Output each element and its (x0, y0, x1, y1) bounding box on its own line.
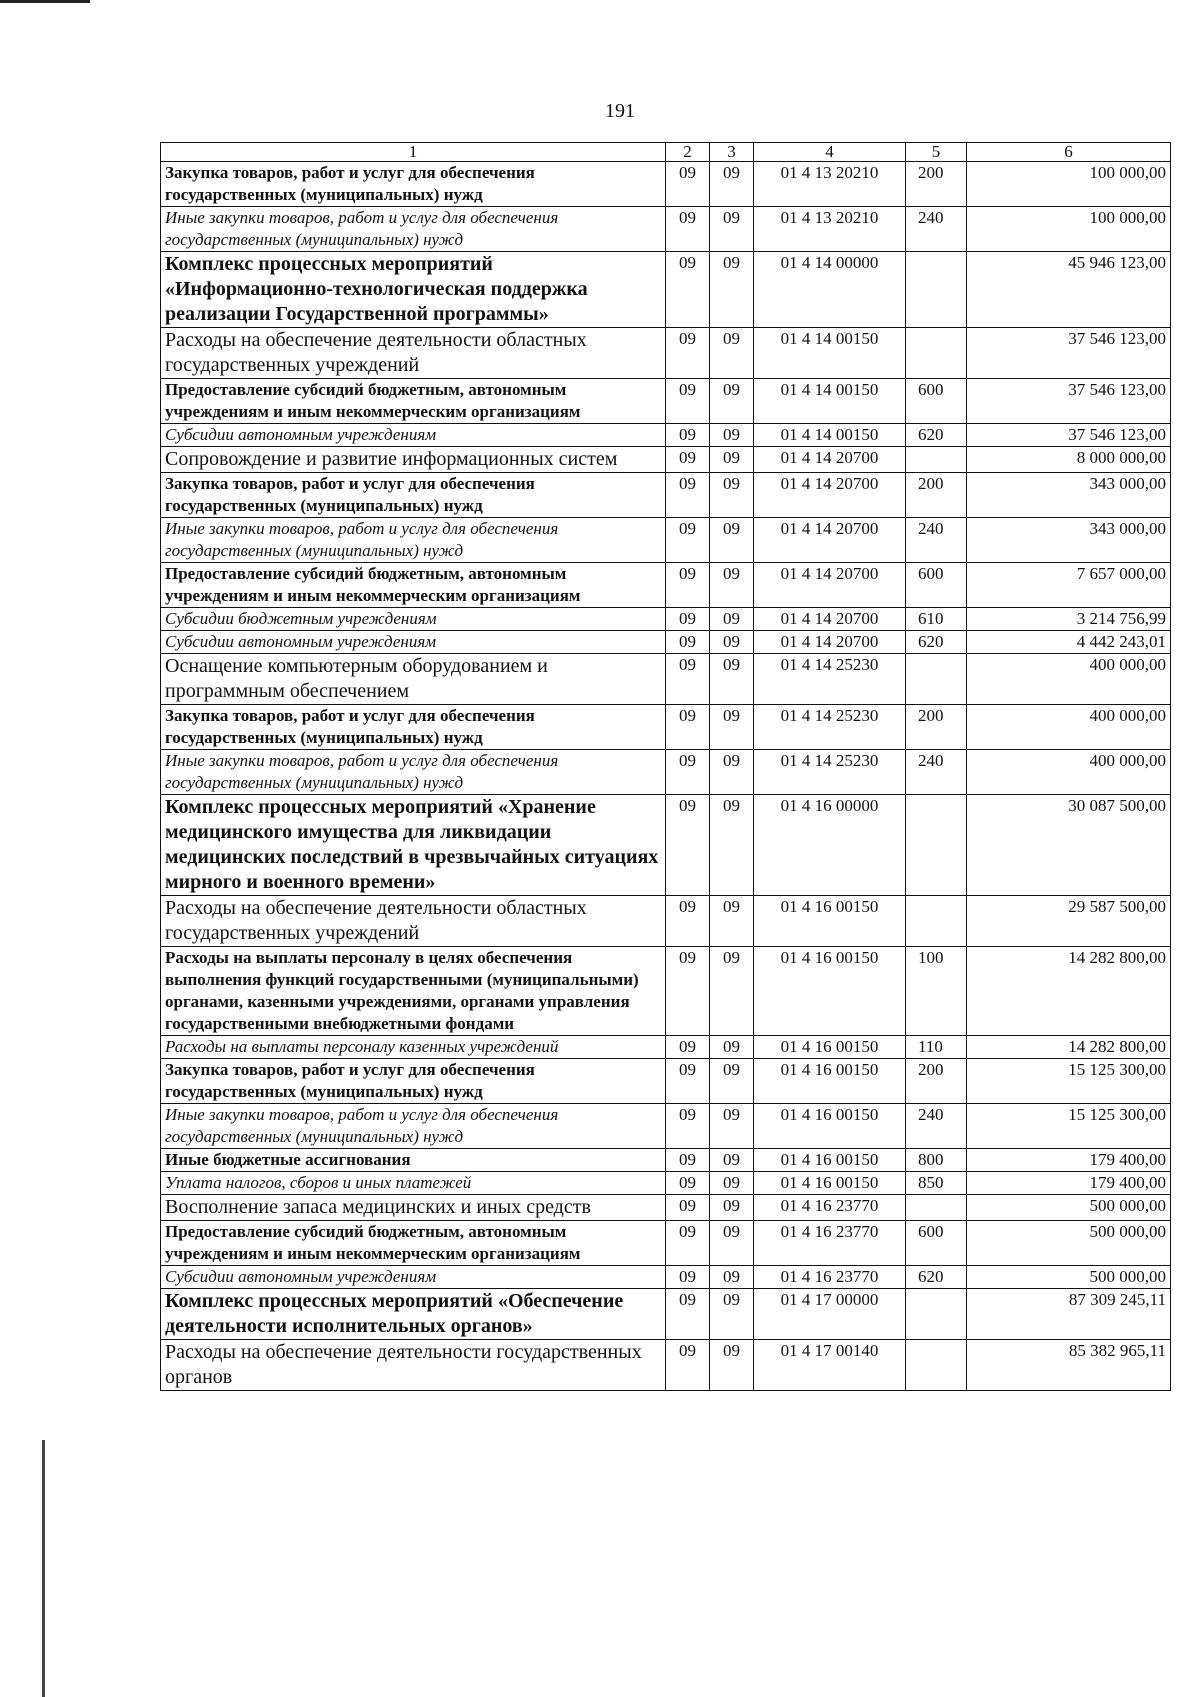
table-row (161, 563, 1171, 608)
table-row (161, 473, 1171, 518)
row-amount-cell: 30 087 500,00 (967, 795, 1171, 896)
row-name-cell: Расходы на выплаты персоналу казенных учреждений (161, 1036, 666, 1059)
table-row (161, 1195, 1171, 1221)
row-target-article-cell: 01 4 17 00140 (754, 1340, 906, 1391)
row-amount-cell: 8 000 000,00 (967, 447, 1171, 473)
table-row (161, 424, 1171, 447)
row-section-cell: 09 (666, 1195, 710, 1221)
row-subsection-cell: 09 (710, 608, 754, 631)
row-section-cell: 09 (666, 705, 710, 750)
row-target-article-cell: 01 4 14 25230 (754, 654, 906, 705)
row-amount-cell: 500 000,00 (967, 1221, 1171, 1266)
row-name-cell: Субсидии автономным учреждениям (161, 1266, 666, 1289)
row-expense-type-cell: 240 (906, 207, 967, 252)
row-subsection-cell: 09 (710, 654, 754, 705)
row-subsection-cell: 09 (710, 1340, 754, 1391)
table-row (161, 705, 1171, 750)
header-cell: 5 (906, 143, 967, 162)
row-amount-cell: 15 125 300,00 (967, 1059, 1171, 1104)
row-target-article-cell: 01 4 14 00150 (754, 328, 906, 379)
header-cell: 1 (161, 143, 666, 162)
row-subsection-cell: 09 (710, 631, 754, 654)
row-section-cell: 09 (666, 1266, 710, 1289)
row-subsection-cell: 09 (710, 795, 754, 896)
table-row (161, 1172, 1171, 1195)
row-subsection-cell: 09 (710, 1149, 754, 1172)
row-target-article-cell: 01 4 14 20700 (754, 447, 906, 473)
table-row (161, 1289, 1171, 1340)
row-amount-cell: 15 125 300,00 (967, 1104, 1171, 1149)
row-target-article-cell: 01 4 16 00150 (754, 1149, 906, 1172)
row-target-article-cell: 01 4 14 00150 (754, 379, 906, 424)
row-amount-cell: 37 546 123,00 (967, 328, 1171, 379)
row-target-article-cell: 01 4 16 00150 (754, 1036, 906, 1059)
header-cell: 4 (754, 143, 906, 162)
row-name-cell: Комплекс процессных мероприятий «Обеспечение деятельности исполнительных органов» (161, 1289, 666, 1340)
row-section-cell: 09 (666, 750, 710, 795)
scan-edge-left (42, 1440, 45, 1697)
row-name-cell: Расходы на обеспечение деятельности государственных органов (161, 1340, 666, 1391)
row-subsection-cell: 09 (710, 563, 754, 608)
row-amount-cell: 37 546 123,00 (967, 379, 1171, 424)
row-amount-cell: 179 400,00 (967, 1172, 1171, 1195)
row-expense-type-cell: 600 (906, 1221, 967, 1266)
table-row (161, 947, 1171, 1036)
row-section-cell: 09 (666, 379, 710, 424)
row-expense-type-cell: 200 (906, 1059, 967, 1104)
row-target-article-cell: 01 4 16 00000 (754, 795, 906, 896)
row-subsection-cell: 09 (710, 1104, 754, 1149)
row-subsection-cell: 09 (710, 162, 754, 207)
row-amount-cell: 400 000,00 (967, 654, 1171, 705)
header-cell: 3 (710, 143, 754, 162)
row-amount-cell: 179 400,00 (967, 1149, 1171, 1172)
table-row (161, 608, 1171, 631)
row-name-cell: Комплекс процессных мероприятий «Информационно-технологическая поддержка реализации Государственной программы» (161, 252, 666, 328)
scan-edge-top (0, 0, 90, 3)
row-section-cell: 09 (666, 447, 710, 473)
row-target-article-cell: 01 4 14 25230 (754, 705, 906, 750)
table-row (161, 1059, 1171, 1104)
header-cell: 2 (666, 143, 710, 162)
row-expense-type-cell: 620 (906, 1266, 967, 1289)
row-amount-cell: 500 000,00 (967, 1266, 1171, 1289)
row-subsection-cell: 09 (710, 750, 754, 795)
budget-table (160, 142, 1171, 1391)
row-amount-cell: 100 000,00 (967, 207, 1171, 252)
row-section-cell: 09 (666, 424, 710, 447)
row-section-cell: 09 (666, 795, 710, 896)
row-subsection-cell: 09 (710, 1221, 754, 1266)
row-target-article-cell: 01 4 16 00150 (754, 1172, 906, 1195)
row-section-cell: 09 (666, 1340, 710, 1391)
row-expense-type-cell (906, 1340, 967, 1391)
row-expense-type-cell: 100 (906, 947, 967, 1036)
row-subsection-cell: 09 (710, 424, 754, 447)
row-subsection-cell: 09 (710, 473, 754, 518)
row-name-cell: Расходы на обеспечение деятельности областных государственных учреждений (161, 896, 666, 947)
row-target-article-cell: 01 4 16 00150 (754, 947, 906, 1036)
row-name-cell: Расходы на выплаты персоналу в целях обеспечения выполнения функций государственными (муниципальными) органами, казенными учреждениями, органами управления государственными внебюджетными фондами (161, 947, 666, 1036)
row-name-cell: Закупка товаров, работ и услуг для обеспечения государственных (муниципальных) нужд (161, 705, 666, 750)
table-row (161, 162, 1171, 207)
row-amount-cell: 400 000,00 (967, 750, 1171, 795)
table-row (161, 252, 1171, 328)
table-row (161, 795, 1171, 896)
row-section-cell: 09 (666, 654, 710, 705)
row-subsection-cell: 09 (710, 947, 754, 1036)
row-section-cell: 09 (666, 1104, 710, 1149)
row-expense-type-cell: 200 (906, 705, 967, 750)
table-row (161, 1036, 1171, 1059)
row-subsection-cell: 09 (710, 1036, 754, 1059)
table-row (161, 896, 1171, 947)
row-amount-cell: 100 000,00 (967, 162, 1171, 207)
row-expense-type-cell: 240 (906, 1104, 967, 1149)
row-expense-type-cell: 200 (906, 473, 967, 518)
row-section-cell: 09 (666, 1221, 710, 1266)
row-name-cell: Предоставление субсидий бюджетным, автономным учреждениям и иным некоммерческим организациям (161, 379, 666, 424)
table-row (161, 447, 1171, 473)
row-expense-type-cell: 110 (906, 1036, 967, 1059)
header-cell: 6 (967, 143, 1171, 162)
row-target-article-cell: 01 4 13 20210 (754, 162, 906, 207)
row-amount-cell: 45 946 123,00 (967, 252, 1171, 328)
row-subsection-cell: 09 (710, 1266, 754, 1289)
row-target-article-cell: 01 4 14 00000 (754, 252, 906, 328)
row-section-cell: 09 (666, 1172, 710, 1195)
table-row (161, 1149, 1171, 1172)
row-amount-cell: 500 000,00 (967, 1195, 1171, 1221)
row-amount-cell: 14 282 800,00 (967, 1036, 1171, 1059)
row-name-cell: Иные закупки товаров, работ и услуг для обеспечения государственных (муниципальных) нужд (161, 207, 666, 252)
row-name-cell: Уплата налогов, сборов и иных платежей (161, 1172, 666, 1195)
row-section-cell: 09 (666, 518, 710, 563)
row-section-cell: 09 (666, 473, 710, 518)
row-amount-cell: 400 000,00 (967, 705, 1171, 750)
row-target-article-cell: 01 4 14 20700 (754, 631, 906, 654)
row-section-cell: 09 (666, 896, 710, 947)
row-expense-type-cell (906, 328, 967, 379)
row-subsection-cell: 09 (710, 328, 754, 379)
table-row (161, 518, 1171, 563)
row-subsection-cell: 09 (710, 1289, 754, 1340)
row-name-cell: Сопровождение и развитие информационных систем (161, 447, 666, 473)
row-name-cell: Иные закупки товаров, работ и услуг для обеспечения государственных (муниципальных) нужд (161, 1104, 666, 1149)
row-expense-type-cell: 240 (906, 518, 967, 563)
row-target-article-cell: 01 4 14 20700 (754, 608, 906, 631)
row-expense-type-cell (906, 654, 967, 705)
row-name-cell: Восполнение запаса медицинских и иных средств (161, 1195, 666, 1221)
row-amount-cell: 85 382 965,11 (967, 1340, 1171, 1391)
row-target-article-cell: 01 4 16 00150 (754, 896, 906, 947)
row-expense-type-cell: 800 (906, 1149, 967, 1172)
row-subsection-cell: 09 (710, 896, 754, 947)
table-row (161, 328, 1171, 379)
row-amount-cell: 3 214 756,99 (967, 608, 1171, 631)
row-expense-type-cell: 600 (906, 379, 967, 424)
row-name-cell: Закупка товаров, работ и услуг для обеспечения государственных (муниципальных) нужд (161, 162, 666, 207)
row-name-cell: Закупка товаров, работ и услуг для обеспечения государственных (муниципальных) нужд (161, 473, 666, 518)
row-target-article-cell: 01 4 14 20700 (754, 518, 906, 563)
row-amount-cell: 4 442 243,01 (967, 631, 1171, 654)
row-amount-cell: 37 546 123,00 (967, 424, 1171, 447)
row-target-article-cell: 01 4 14 25230 (754, 750, 906, 795)
row-expense-type-cell (906, 252, 967, 328)
row-expense-type-cell (906, 1195, 967, 1221)
row-subsection-cell: 09 (710, 518, 754, 563)
row-name-cell: Иные закупки товаров, работ и услуг для обеспечения государственных (муниципальных) нужд (161, 518, 666, 563)
row-name-cell: Иные закупки товаров, работ и услуг для обеспечения государственных (муниципальных) нужд (161, 750, 666, 795)
table-row (161, 1266, 1171, 1289)
table-row (161, 207, 1171, 252)
row-amount-cell: 87 309 245,11 (967, 1289, 1171, 1340)
row-expense-type-cell (906, 447, 967, 473)
row-expense-type-cell: 620 (906, 424, 967, 447)
row-section-cell: 09 (666, 1149, 710, 1172)
row-section-cell: 09 (666, 947, 710, 1036)
row-amount-cell: 7 657 000,00 (967, 563, 1171, 608)
row-section-cell: 09 (666, 563, 710, 608)
row-target-article-cell: 01 4 16 23770 (754, 1266, 906, 1289)
row-subsection-cell: 09 (710, 207, 754, 252)
row-expense-type-cell: 240 (906, 750, 967, 795)
row-expense-type-cell: 600 (906, 563, 967, 608)
row-target-article-cell: 01 4 16 23770 (754, 1221, 906, 1266)
row-name-cell: Субсидии бюджетным учреждениям (161, 608, 666, 631)
table-row (161, 1104, 1171, 1149)
row-section-cell: 09 (666, 1059, 710, 1104)
row-section-cell: 09 (666, 1036, 710, 1059)
row-target-article-cell: 01 4 14 20700 (754, 473, 906, 518)
row-name-cell: Субсидии автономным учреждениям (161, 424, 666, 447)
row-target-article-cell: 01 4 17 00000 (754, 1289, 906, 1340)
row-name-cell: Комплекс процессных мероприятий «Хранение медицинского имущества для ликвидации медицинских последствий в чрезвычайных ситуациях мирного и военного времени» (161, 795, 666, 896)
table-header-row (161, 143, 1171, 162)
row-name-cell: Предоставление субсидий бюджетным, автономным учреждениям и иным некоммерческим организациям (161, 1221, 666, 1266)
row-expense-type-cell: 200 (906, 162, 967, 207)
row-section-cell: 09 (666, 207, 710, 252)
page-number: 191 (605, 100, 635, 122)
row-name-cell: Оснащение компьютерным оборудованием и программным обеспечением (161, 654, 666, 705)
table-row (161, 654, 1171, 705)
row-amount-cell: 343 000,00 (967, 473, 1171, 518)
row-target-article-cell: 01 4 16 00150 (754, 1059, 906, 1104)
row-expense-type-cell (906, 795, 967, 896)
row-expense-type-cell: 850 (906, 1172, 967, 1195)
row-name-cell: Субсидии автономным учреждениям (161, 631, 666, 654)
row-target-article-cell: 01 4 16 00150 (754, 1104, 906, 1149)
row-target-article-cell: 01 4 16 23770 (754, 1195, 906, 1221)
row-subsection-cell: 09 (710, 379, 754, 424)
row-name-cell: Предоставление субсидий бюджетным, автономным учреждениям и иным некоммерческим организациям (161, 563, 666, 608)
row-expense-type-cell: 620 (906, 631, 967, 654)
row-target-article-cell: 01 4 13 20210 (754, 207, 906, 252)
row-subsection-cell: 09 (710, 447, 754, 473)
row-subsection-cell: 09 (710, 1172, 754, 1195)
table-row (161, 631, 1171, 654)
row-subsection-cell: 09 (710, 705, 754, 750)
row-expense-type-cell (906, 896, 967, 947)
row-subsection-cell: 09 (710, 1059, 754, 1104)
row-subsection-cell: 09 (710, 1195, 754, 1221)
table-row (161, 1340, 1171, 1391)
table-row (161, 750, 1171, 795)
row-section-cell: 09 (666, 252, 710, 328)
row-name-cell: Иные бюджетные ассигнования (161, 1149, 666, 1172)
row-expense-type-cell: 610 (906, 608, 967, 631)
row-section-cell: 09 (666, 631, 710, 654)
row-name-cell: Закупка товаров, работ и услуг для обеспечения государственных (муниципальных) нужд (161, 1059, 666, 1104)
row-section-cell: 09 (666, 162, 710, 207)
row-amount-cell: 343 000,00 (967, 518, 1171, 563)
table-row (161, 379, 1171, 424)
row-expense-type-cell (906, 1289, 967, 1340)
row-target-article-cell: 01 4 14 00150 (754, 424, 906, 447)
row-section-cell: 09 (666, 328, 710, 379)
row-name-cell: Расходы на обеспечение деятельности областных государственных учреждений (161, 328, 666, 379)
row-subsection-cell: 09 (710, 252, 754, 328)
table-row (161, 1221, 1171, 1266)
row-section-cell: 09 (666, 608, 710, 631)
row-amount-cell: 14 282 800,00 (967, 947, 1171, 1036)
row-target-article-cell: 01 4 14 20700 (754, 563, 906, 608)
row-amount-cell: 29 587 500,00 (967, 896, 1171, 947)
row-section-cell: 09 (666, 1289, 710, 1340)
